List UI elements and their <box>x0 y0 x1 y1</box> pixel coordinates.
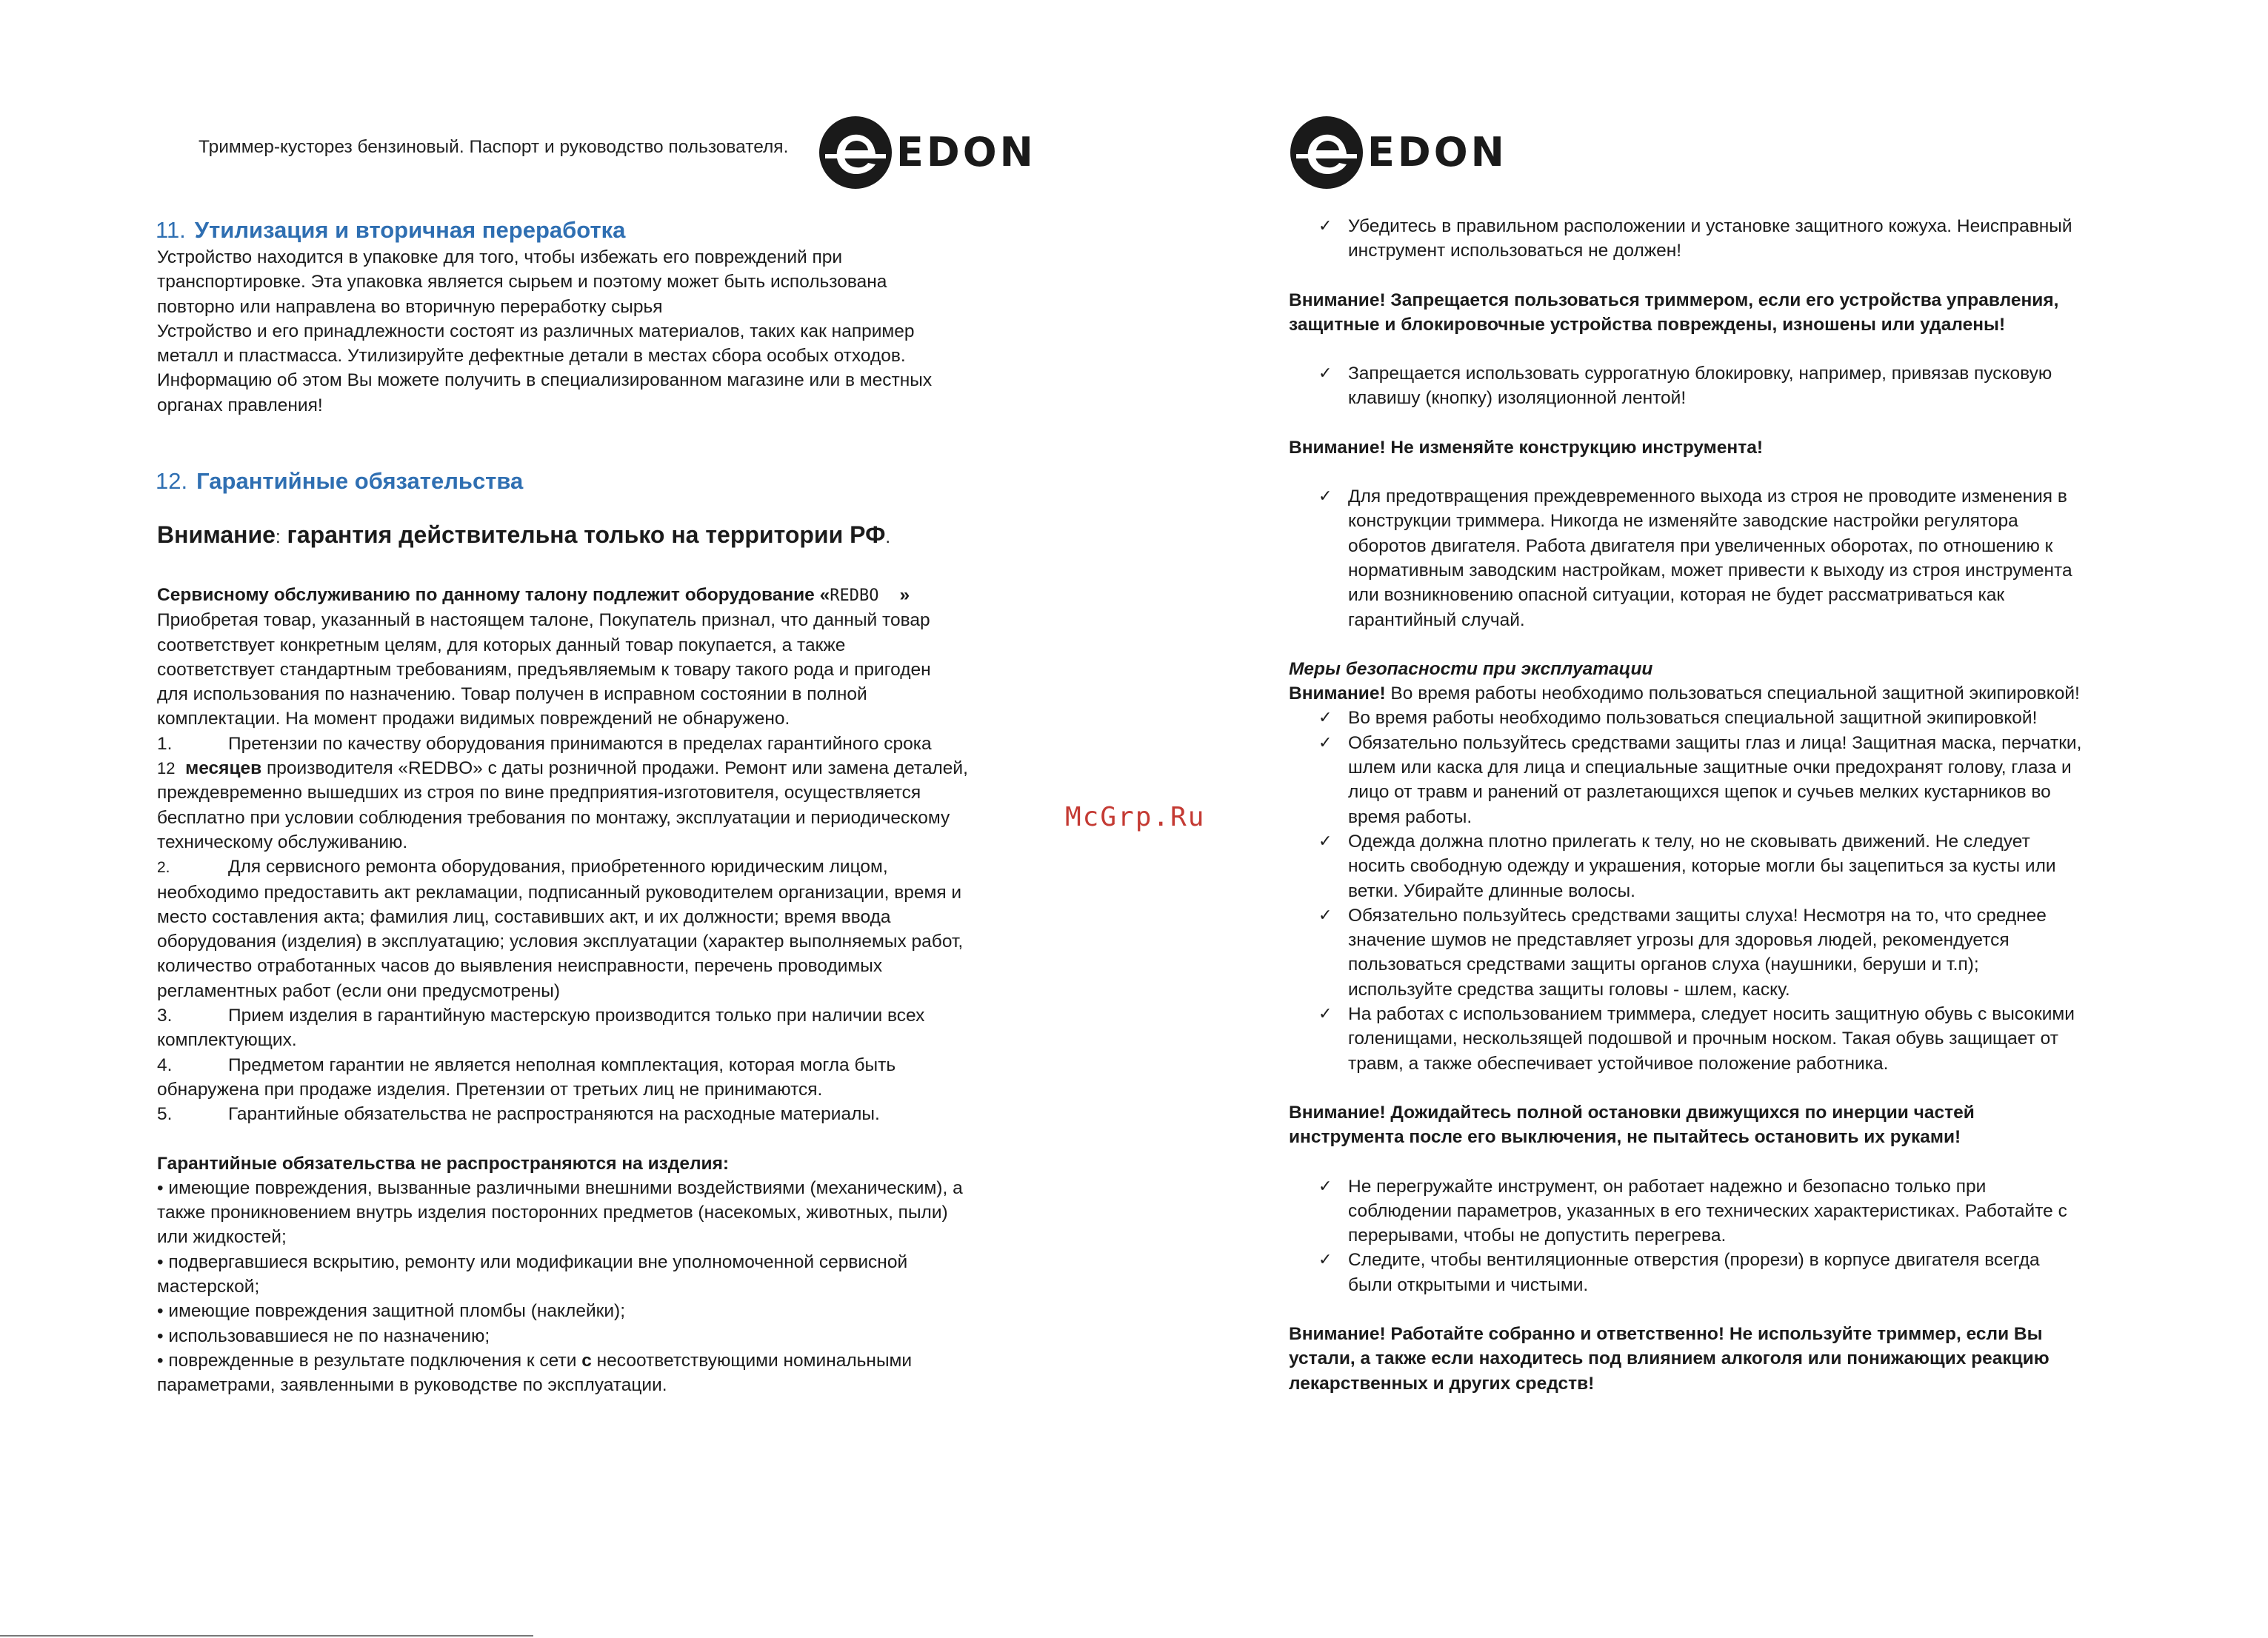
item-text: производителя «REDBO» с даты розничной продажи. Ремонт или замена деталей, <box>267 758 968 779</box>
check-item <box>1289 731 2252 829</box>
check-item <box>1289 829 2252 903</box>
check-item <box>1289 1174 2252 1248</box>
text-line: шлем или каска для лица и специальные защитные очки предохранят голову, глаза и <box>1348 758 2072 778</box>
attention-text: гарантия действительна только на территории РФ <box>287 521 886 548</box>
text-line: Убедитесь в правильном расположении и установке защитного кожуха. Неисправный <box>1348 216 2072 236</box>
attention-word: Внимание! <box>1289 683 1386 704</box>
bullet-line: • подвергавшиеся вскрытию, ремонту или модификации вне уполномоченной сервисной <box>157 1251 908 1272</box>
check-item <box>1289 484 2252 632</box>
checkmark-icon: ✓ <box>1318 832 1333 851</box>
text-line: нормативным заводским настройкам, может привести к выходу из строя инструмента <box>1348 560 2072 581</box>
section-12-heading <box>156 467 523 496</box>
warranty-body <box>157 583 1120 1398</box>
text-line: лицо от травм и ранений от разлетающихся щепок и сучьев мелких кустарников во <box>1348 782 2051 803</box>
text: Во время работы необходимо пользоваться специальной защитной экипировкой! <box>1385 683 2080 704</box>
bullet-line: • имеющие повреждения, вызванные различными внешними воздействиями (механическим), а <box>157 1177 963 1198</box>
text-line: необходимо предоставить акт рекламации, подписанный руководителем организации, время и <box>157 882 962 903</box>
edon-logo <box>819 116 1036 190</box>
service-model: REDBO <box>830 586 879 605</box>
text-line: преждевременно вышедших из строя по вине предприятия-изготовителя, осуществляется <box>157 783 921 803</box>
warning-line: Внимание! Работайте собранно и ответственно! Не используйте триммер, если Вы <box>1289 1323 2043 1344</box>
text-line: оборудования (изделия) в эксплуатацию; условия эксплуатации (характер выполняемых работ, <box>157 932 964 952</box>
text-line: ветки. Убирайте длинные волосы. <box>1348 880 1635 901</box>
page-bottom-rule <box>0 1635 533 1637</box>
item-number: 1. <box>157 733 173 754</box>
bullet-line: • имеющие повреждения защитной пломбы (наклейки); <box>157 1301 626 1322</box>
text-line: Запрещается использовать суррогатную блокировку, например, привязав пусковую <box>1348 364 2052 384</box>
attention-word: Внимание <box>157 521 276 548</box>
text-line: носить свободную одежду и украшения, которые могли бы зацепиться за кусты или <box>1348 856 2056 877</box>
warranty-attention <box>157 520 890 552</box>
checkmark-icon: ✓ <box>1318 487 1333 507</box>
text-line: повторно или направлена во вторичную переработку сырья <box>157 296 663 317</box>
text-line: количество отработанных часов до выявления неисправности, перечень проводимых <box>157 956 883 977</box>
text-line: Обязательно пользуйтесь средствами защиты глаз и лица! Защитная маска, перчатки, <box>1348 732 2082 753</box>
section-number: 11. <box>156 217 186 243</box>
item-1-months-line <box>157 756 1120 780</box>
text-line: Не перегружайте инструмент, он работает надежно и безопасно только при <box>1348 1176 1987 1197</box>
item-text: Прием изделия в гарантийную мастерскую производится только при наличии всех <box>228 1006 925 1026</box>
text-line: были открытыми и чистыми. <box>1348 1274 1589 1295</box>
logo-wordmark: EDON <box>896 129 1036 176</box>
checkmark-icon: ✓ <box>1318 1177 1333 1196</box>
text-line: или возникновению опасной ситуации, которая не будет рассматриваться как <box>1348 585 2005 606</box>
item-number: 5. <box>157 1104 173 1125</box>
numbered-item-1 <box>157 732 1120 756</box>
text-line: место составления акта; фамилия лиц, составивших акт, и их должности; время ввода <box>157 906 891 927</box>
numbered-item-3 <box>157 1003 1120 1028</box>
text-line: Во время работы необходимо пользоваться специальной защитной экипировкой! <box>1348 708 2038 729</box>
text-line: Одежда должна плотно прилегать к телу, но не сковывать движений. Не следует <box>1348 831 2030 852</box>
item-text: Предметом гарантии не является неполная комплектация, которая могла быть <box>228 1054 896 1075</box>
attention-colon: : <box>275 527 281 547</box>
text-line: оборотов двигателя. Работа двигателя при увеличенных оборотах, по отношению к <box>1348 535 2053 556</box>
bullet-text: • поврежденные в результате подключения к сети <box>157 1350 582 1371</box>
text-line: Приобретая товар, указанный в настоящем талоне, Покупатель признал, что данный товар <box>157 610 930 631</box>
warning-line: инструмента после его выключения, не пытайтесь остановить их руками! <box>1289 1127 1961 1148</box>
months-number: 12 <box>157 759 176 778</box>
check-item <box>1289 706 2252 730</box>
edon-logo-icon <box>1290 116 1363 190</box>
text-line: голенищами, нескользящей подошвой и прочным носком. Такая обувь защищает от <box>1348 1029 2058 1049</box>
section-title: Гарантийные обязательства <box>196 468 524 494</box>
text-line: инструмент использоваться не должен! <box>1348 241 1682 261</box>
text-line: органах правления! <box>157 395 323 415</box>
bullet-line: мастерской; <box>157 1277 260 1297</box>
text-line: гарантийный случай. <box>1348 609 1525 630</box>
warning-line: лекарственных и других средств! <box>1289 1373 1595 1394</box>
text-line: для использования по назначению. Товар получен в исправном состоянии в полной <box>157 684 867 705</box>
section-title: Утилизация и вторичная переработка <box>194 217 626 243</box>
text-line: соблюдении параметров, указанных в его технических характеристиках. Работайте с <box>1348 1200 2067 1221</box>
text-line: клавишу (кнопку) изоляционной лентой! <box>1348 388 1687 409</box>
bullet-line: или жидкостей; <box>157 1227 287 1248</box>
numbered-item-5 <box>157 1102 1120 1126</box>
checkmark-icon: ✓ <box>1318 709 1333 728</box>
item-text: Гарантийные обязательства не распространяются на расходные материалы. <box>228 1104 880 1125</box>
text-line: техническому обслуживанию. <box>157 832 408 852</box>
item-number: 3. <box>157 1006 173 1026</box>
checkmark-icon: ✓ <box>1318 217 1333 235</box>
service-line <box>157 583 1120 608</box>
logo-wordmark: EDON <box>1367 129 1507 176</box>
item-number: 2. <box>157 859 170 877</box>
item-text: Для сервисного ремонта оборудования, приобретенного юридическим лицом, <box>228 857 888 877</box>
text-line: металл и пластмасса. Утилизируйте дефектные детали в местах сбора особых отходов. <box>157 346 906 367</box>
item-number: 4. <box>157 1054 173 1075</box>
months-word: месяцев <box>185 758 262 779</box>
checkmark-icon: ✓ <box>1318 1251 1333 1270</box>
attention-end: . <box>885 527 891 547</box>
text-line: значение шумов не представляет угрозы для здоровья людей, рекомендуется <box>1348 930 2009 951</box>
document-title: Триммер-кусторез бензиновый. Паспорт и руководство пользователя. <box>199 137 789 157</box>
right-page-body <box>1289 214 2252 1396</box>
text-line: Устройство и его принадлежности состоят из различных материалов, таких как например <box>157 321 915 341</box>
text-line: комплектующих. <box>157 1030 297 1051</box>
section-11-heading <box>156 215 625 245</box>
bullet-text: несоответствующими номинальными <box>591 1350 913 1371</box>
check-item <box>1289 361 2252 411</box>
exclusions-title: Гарантийные обязательства не распространяются на изделия: <box>157 1153 730 1174</box>
checkmark-icon: ✓ <box>1318 906 1333 925</box>
check-item <box>1289 903 2252 1002</box>
safety-title: Меры безопасности при эксплуатации <box>1289 658 1653 679</box>
text-line: используйте средства защиты головы - шлем, каску. <box>1348 979 1790 1000</box>
warning-line: защитные и блокировочные устройства повреждены, изношены или удалены! <box>1289 314 2006 335</box>
text-line: регламентных работ (если они предусмотрены) <box>157 980 561 1001</box>
text-line: бесплатно при условии соблюдения требования по монтажу, эксплуатации и периодическому <box>157 807 950 828</box>
text-line: параметрами, заявленными в руководстве по эксплуатации. <box>157 1375 667 1396</box>
text-line: транспортировке. Эта упаковка является сырьем и поэтому может быть использована <box>157 272 887 292</box>
checkmark-icon: ✓ <box>1318 733 1333 752</box>
edon-logo-icon <box>819 116 892 190</box>
warning-line: Внимание! Дожидайтесь полной остановки движущихся по инерции частей <box>1289 1102 1975 1123</box>
service-text: Сервисному обслуживанию по данному талону подлежит оборудование « <box>157 585 830 605</box>
safety-intro <box>1289 681 2252 706</box>
bullet-line-last <box>157 1348 1120 1373</box>
text-line: соответствует конкретным целям, для которых данный товар покупается, а также <box>157 635 846 655</box>
warning-line: Внимание! Запрещается пользоваться триммером, если его устройства управления, <box>1289 290 2059 310</box>
text-line: соответствует стандартным требованиям, предъявляемым к товару такого рода и пригоден <box>157 659 931 680</box>
watermark-text: McGrp.Ru <box>1065 802 1206 832</box>
text-line: конструкции триммера. Никогда не изменяйте заводские настройки регулятора <box>1348 511 2018 532</box>
bullet-text-bold: с <box>581 1350 592 1371</box>
service-close: » <box>899 585 910 605</box>
text-line: Устройство находится в упаковке для того, чтобы избежать его повреждений при <box>157 247 843 267</box>
text-line: перерывами, чтобы не допустить перегрева. <box>1348 1226 1727 1246</box>
check-item <box>1289 1002 2252 1076</box>
text-line: На работах с использованием триммера, следует носить защитную обувь с высокими <box>1348 1004 2075 1025</box>
text-line: обнаружена при продаже изделия. Претензии от третьих лиц не принимаются. <box>157 1079 823 1100</box>
section-number: 12. <box>156 468 188 494</box>
item-text: Претензии по качеству оборудования принимаются в пределах гарантийного срока <box>228 733 932 754</box>
checkmark-icon: ✓ <box>1318 364 1333 384</box>
numbered-item-2 <box>157 855 1120 880</box>
text-line: Обязательно пользуйтесь средствами защиты слуха! Несмотря на то, что среднее <box>1348 905 2047 926</box>
warning-line: устали, а также если находитесь под влиянием алкоголя или понижающих реакцию <box>1289 1348 2049 1369</box>
warning-line: Внимание! Не изменяйте конструкцию инструмента! <box>1289 437 1763 458</box>
text-line: время работы. <box>1348 806 1472 827</box>
text-line: пользоваться средствами защиты органов слуха (наушники, беруши и т.п); <box>1348 955 1979 975</box>
section-11-body <box>157 245 1090 418</box>
text-line: комплектации. На момент продажи видимых повреждений не обнаружено. <box>157 709 790 729</box>
check-item <box>1289 1248 2252 1297</box>
text-line: Для предотвращения преждевременного выхода из строя не проводите изменения в <box>1348 487 2067 507</box>
bullet-line: • использовавшиеся не по назначению; <box>157 1326 490 1346</box>
text-line: Информацию об этом Вы можете получить в специализированном магазине или в местных <box>157 370 933 391</box>
bullet-line: также проникновением внутрь изделия посторонних предметов (насекомых, животных, пыли) <box>157 1203 948 1223</box>
checkmark-icon: ✓ <box>1318 1005 1333 1024</box>
text-line: Следите, чтобы вентиляционные отверстия (прорези) в корпусе двигателя всегда <box>1348 1250 2040 1271</box>
numbered-item-4 <box>157 1053 1120 1077</box>
check-item <box>1289 214 2252 264</box>
edon-logo-right <box>1290 116 1507 190</box>
text-line: травм, а также обеспечивает устойчивое положение работника. <box>1348 1053 1889 1074</box>
